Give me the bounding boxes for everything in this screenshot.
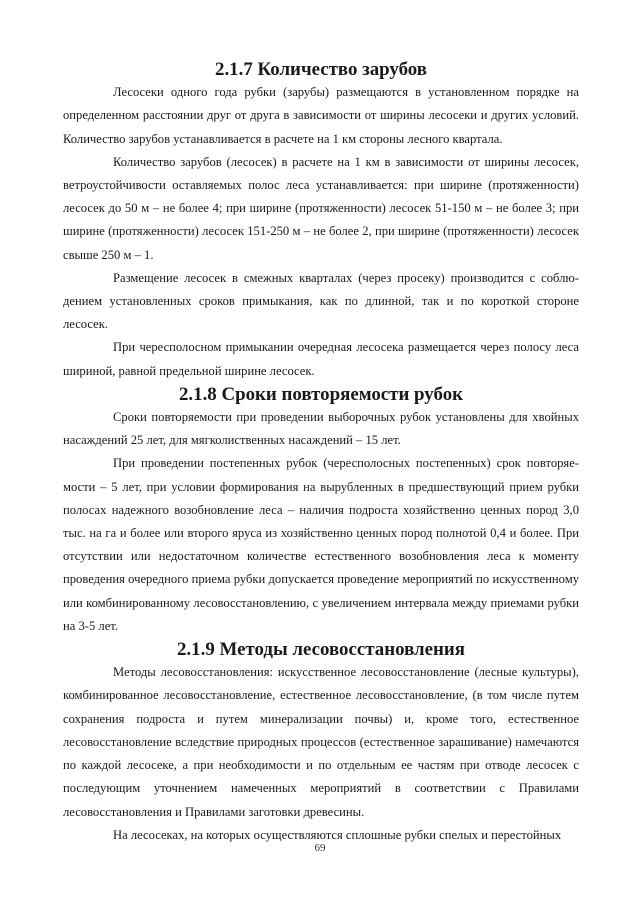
page-number: 69 [314, 842, 326, 854]
paragraph: Методы лесовосстановления: искусственное лесовосстановление (лесные культуры), комбинированное лесовосстановление, естественное лесовосстановление, (в том числе путем сохранения подроста и путем минерализации почвы) и, кроме того, естественное лесовосстановление вследствие природных процессов (естественное зарашивание) намечаются по каждой лесосеке, а при необходимости и по отдельным ее частям при отводе лесосек с последующим уточнением намеченных мероприятий в соответствии с Правилами лесовосстановления и Правилами заготовки древесины. [63, 665, 579, 819]
section-heading-2-1-8: 2.1.8 Сроки повторяемости рубок [178, 383, 464, 405]
section-heading-2-1-9: 2.1.9 Методы лесовосстановления [176, 639, 466, 661]
paragraph: Количество зарубов (лесосек) в расчете на 1 км в зависимости от ширины лесосек, ветроустойчивости оставляемых полос леса устанавливается: при ширине (протяженности) лесосек до 50 м – не более 4; при ширине (протяженности) лесосек 51-150 м – не более 3; при ширине (протяженности) лесосек 151-250 м – не более 2, при ширине (протяженности) лесосек свыше 250 м – 1. [63, 154, 579, 262]
paragraph: Размещение лесосек в смежных кварталах (через просеку) производится с соблюдением установленных сроков примыкания, как по длинной, так и по короткой стороне лесосек. [63, 270, 579, 332]
section-heading-2-1-7: 2.1.7 Количество зарубов [215, 59, 427, 80]
paragraph: Сроки повторяемости при проведении выборочных рубок установлены для хвойных насаждений 25 лет, для мягколиственных насаждений – 15 лет. [63, 410, 579, 448]
paragraph: При проведении постепенных рубок (чересполосных постепенных) срок повторяемости – 5 лет, при условии формирования на вырубленных в предшествующий прием рубки полосах надежного возобновление леса – наличия подроста хозяйственно ценных пород 3,0 тыс. на га и более или второго яруса из хозяйственно ценных пород полнотой 0,4 и более. При отсутствии или недостаточном количестве естественного возобновления леса к моменту проведения очередного приема рубки допускается проведение мероприятий по искусственному или комбинированному лесовосстановлению, с увеличением интервала между приемами рубки на 3-5 лет. [63, 456, 579, 633]
paragraph: При чересполосном примыкании очередная лесосека размещается через полосу леса шириной, равной предельной ширине лесосек. [63, 340, 579, 378]
paragraph: На лесосеках, на которых осуществляются сплошные рубки спелых и перестойных [113, 827, 562, 842]
paragraph: Лесосеки одного года рубки (зарубы) размещаются в установленном порядке на определенном расстоянии друг от друга в зависимости от ширины лесосеки и других условий. Количество зарубов устанавливается в расчете на 1 км стороны лесного квартала. [63, 85, 579, 146]
page-content [63, 58, 579, 847]
